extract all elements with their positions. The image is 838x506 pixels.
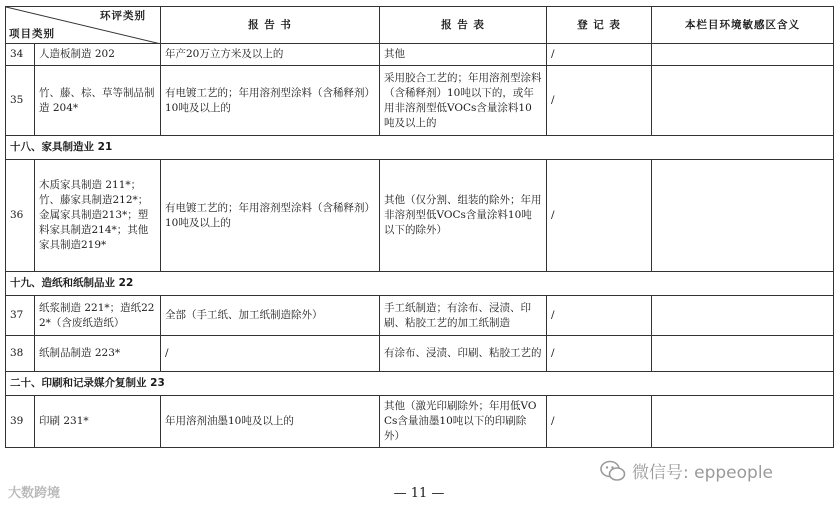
table-row [6,160,834,272]
row-sensitive [652,44,834,66]
wechat-icon [600,460,626,482]
row-project: 纸制品制造 223* [35,336,161,372]
section-row [6,272,834,296]
table-row [6,336,834,372]
row-report: 年产20万立方米及以上的 [161,44,380,66]
row-table: 手工纸制造；有涂布、浸渍、印刷、粘胶工艺的加工纸制造 [380,296,547,336]
row-project: 纸浆制造 221*；造纸222*（含废纸造纸） [35,296,161,336]
table-row [6,66,834,136]
row-report: / [161,336,380,372]
row-sensitive [652,160,834,272]
row-project: 竹、藤、棕、草等制品制造 204* [35,66,161,136]
row-number: 36 [6,160,35,272]
col-header-report: 报 告 书 [161,7,380,44]
row-sensitive [652,296,834,336]
row-sensitive [652,396,834,448]
row-register: / [547,296,652,336]
corner-bottom-label: 项目类别 [9,28,55,40]
row-report: 有电镀工艺的；年用溶剂型涂料（含稀释剂）10吨及以上的 [161,66,380,136]
row-number: 38 [6,336,35,372]
row-register: / [547,160,652,272]
corner-top-label: 环评类别 [100,10,146,22]
table-row [6,44,834,66]
row-number: 35 [6,66,35,136]
row-sensitive [652,66,834,136]
row-project: 木质家具制造 211*；竹、藤家具制造212*；金属家具制造213*；塑料家具制造214*；其他家具制造219* [35,160,161,272]
row-number: 37 [6,296,35,336]
col-header-register: 登 记 表 [547,7,652,44]
row-table: 其他 [380,44,547,66]
row-table: 有涂布、浸渍、印刷、粘胶工艺的 [380,336,547,372]
section-title: 十八、家具制造业 21 [6,136,834,160]
row-project: 人造板制造 202 [35,44,161,66]
col-header-sensitive: 本栏目环境敏感区含义 [652,7,834,44]
row-register: / [547,396,652,448]
row-table: 采用胶合工艺的；年用溶剂型涂料（含稀释剂）10吨以下的，或年用非溶剂型低VOCs含量涂料10吨及以上的 [380,66,547,136]
row-report: 年用溶剂油墨10吨及以上的 [161,396,380,448]
table-row [6,396,834,448]
row-register: / [547,66,652,136]
row-register: / [547,336,652,372]
section-title: 十九、造纸和纸制品业 22 [6,272,834,296]
brand-watermark-text: 大数跨境 [8,486,61,501]
row-report: 全部（手工纸、加工纸制造除外） [161,296,380,336]
wechat-watermark-text: 微信号: eppeople [632,463,774,483]
section-row [6,372,834,396]
row-number: 39 [6,396,35,448]
section-title: 二十、印刷和记录媒介复制业 23 [6,372,834,396]
classification-table [5,6,834,448]
page-number: — 11 — [393,486,445,501]
row-register: / [547,44,652,66]
col-header-table: 报 告 表 [380,7,547,44]
row-table: 其他（激光印刷除外；年用低VOCs含量油墨10吨以下的印刷除外） [380,396,547,448]
wechat-watermark [600,458,773,483]
row-project: 印刷 231* [35,396,161,448]
table-row [6,296,834,336]
corner-header [6,7,161,44]
section-row [6,136,834,160]
row-number: 34 [6,44,35,66]
row-sensitive [652,336,834,372]
row-report: 有电镀工艺的；年用溶剂型涂料（含稀释剂）10吨及以上的 [161,160,380,272]
row-table: 其他（仅分割、组装的除外；年用非溶剂型低VOCs含量涂料10吨以下的除外） [380,160,547,272]
